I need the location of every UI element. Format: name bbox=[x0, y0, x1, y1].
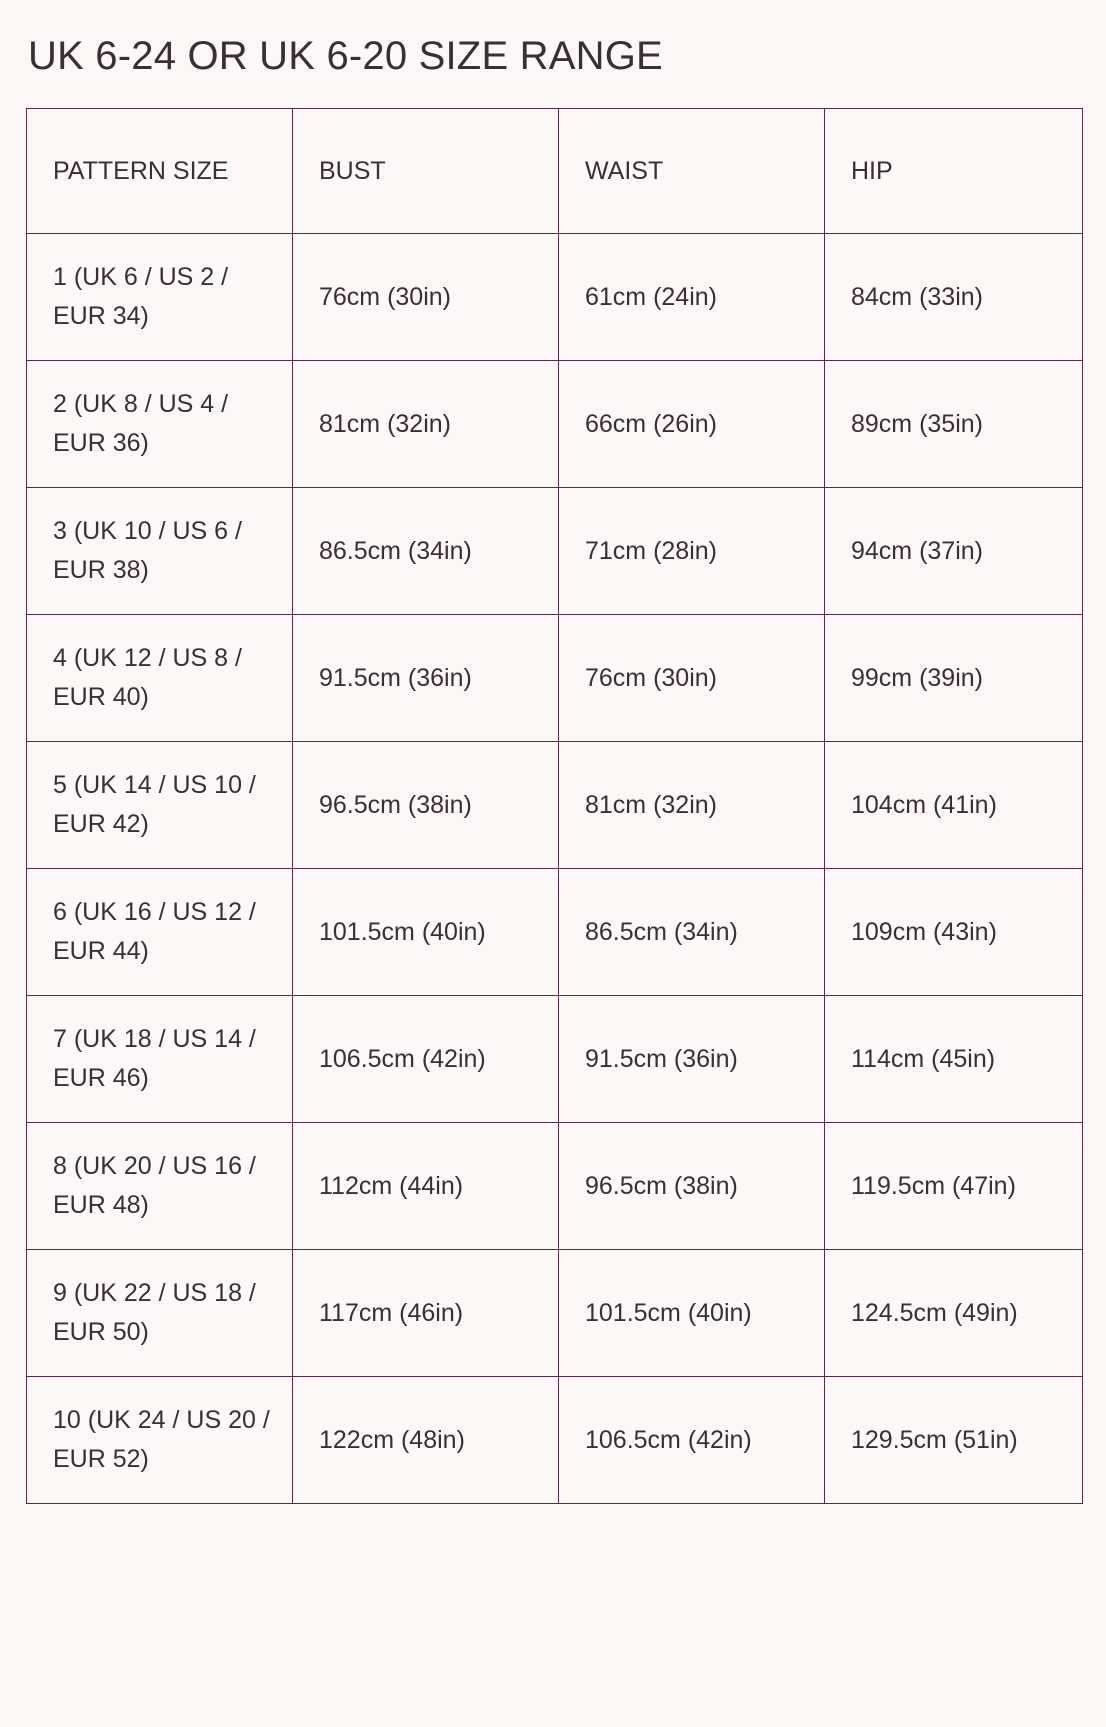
table-body bbox=[27, 234, 1083, 1504]
page-title: UK 6-24 OR UK 6-20 SIZE RANGE bbox=[28, 34, 663, 78]
cell-pattern-size: 10 (UK 24 / US 20 / EUR 52) bbox=[27, 1377, 293, 1504]
cell-pattern-size: 3 (UK 10 / US 6 / EUR 38) bbox=[27, 488, 293, 615]
cell-hip: 129.5cm (51in) bbox=[825, 1377, 1083, 1504]
size-chart-table bbox=[26, 108, 1083, 1504]
cell-bust: 106.5cm (42in) bbox=[293, 996, 559, 1123]
cell-hip: 124.5cm (49in) bbox=[825, 1250, 1083, 1377]
cell-waist: 66cm (26in) bbox=[559, 361, 825, 488]
cell-waist: 106.5cm (42in) bbox=[559, 1377, 825, 1504]
cell-waist: 86.5cm (34in) bbox=[559, 869, 825, 996]
cell-pattern-size: 4 (UK 12 / US 8 / EUR 40) bbox=[27, 615, 293, 742]
column-header-pattern-size: PATTERN SIZE bbox=[27, 109, 293, 234]
cell-bust: 76cm (30in) bbox=[293, 234, 559, 361]
column-header-waist: WAIST bbox=[559, 109, 825, 234]
column-header-bust: BUST bbox=[293, 109, 559, 234]
cell-pattern-size: 7 (UK 18 / US 14 / EUR 46) bbox=[27, 996, 293, 1123]
cell-waist: 61cm (24in) bbox=[559, 234, 825, 361]
cell-hip: 84cm (33in) bbox=[825, 234, 1083, 361]
cell-bust: 101.5cm (40in) bbox=[293, 869, 559, 996]
cell-pattern-size: 2 (UK 8 / US 4 / EUR 36) bbox=[27, 361, 293, 488]
table-row bbox=[27, 996, 1083, 1123]
cell-waist: 76cm (30in) bbox=[559, 615, 825, 742]
cell-waist: 96.5cm (38in) bbox=[559, 1123, 825, 1250]
table-row bbox=[27, 1250, 1083, 1377]
cell-pattern-size: 1 (UK 6 / US 2 / EUR 34) bbox=[27, 234, 293, 361]
cell-hip: 119.5cm (47in) bbox=[825, 1123, 1083, 1250]
table-header-row bbox=[27, 109, 1083, 234]
cell-bust: 117cm (46in) bbox=[293, 1250, 559, 1377]
table-row bbox=[27, 1377, 1083, 1504]
cell-hip: 114cm (45in) bbox=[825, 996, 1083, 1123]
cell-hip: 99cm (39in) bbox=[825, 615, 1083, 742]
cell-bust: 91.5cm (36in) bbox=[293, 615, 559, 742]
cell-bust: 112cm (44in) bbox=[293, 1123, 559, 1250]
column-header-hip: HIP bbox=[825, 109, 1083, 234]
cell-waist: 91.5cm (36in) bbox=[559, 996, 825, 1123]
cell-pattern-size: 8 (UK 20 / US 16 / EUR 48) bbox=[27, 1123, 293, 1250]
table-row bbox=[27, 869, 1083, 996]
table-header bbox=[27, 109, 1083, 234]
cell-bust: 96.5cm (38in) bbox=[293, 742, 559, 869]
table-row bbox=[27, 1123, 1083, 1250]
cell-bust: 86.5cm (34in) bbox=[293, 488, 559, 615]
table-row bbox=[27, 742, 1083, 869]
cell-hip: 104cm (41in) bbox=[825, 742, 1083, 869]
cell-waist: 71cm (28in) bbox=[559, 488, 825, 615]
cell-pattern-size: 9 (UK 22 / US 18 / EUR 50) bbox=[27, 1250, 293, 1377]
table-row bbox=[27, 361, 1083, 488]
cell-hip: 89cm (35in) bbox=[825, 361, 1083, 488]
cell-hip: 94cm (37in) bbox=[825, 488, 1083, 615]
cell-pattern-size: 6 (UK 16 / US 12 / EUR 44) bbox=[27, 869, 293, 996]
cell-pattern-size: 5 (UK 14 / US 10 / EUR 42) bbox=[27, 742, 293, 869]
cell-waist: 101.5cm (40in) bbox=[559, 1250, 825, 1377]
cell-waist: 81cm (32in) bbox=[559, 742, 825, 869]
table-row bbox=[27, 488, 1083, 615]
cell-bust: 81cm (32in) bbox=[293, 361, 559, 488]
table-row bbox=[27, 615, 1083, 742]
cell-hip: 109cm (43in) bbox=[825, 869, 1083, 996]
cell-bust: 122cm (48in) bbox=[293, 1377, 559, 1504]
table-row bbox=[27, 234, 1083, 361]
